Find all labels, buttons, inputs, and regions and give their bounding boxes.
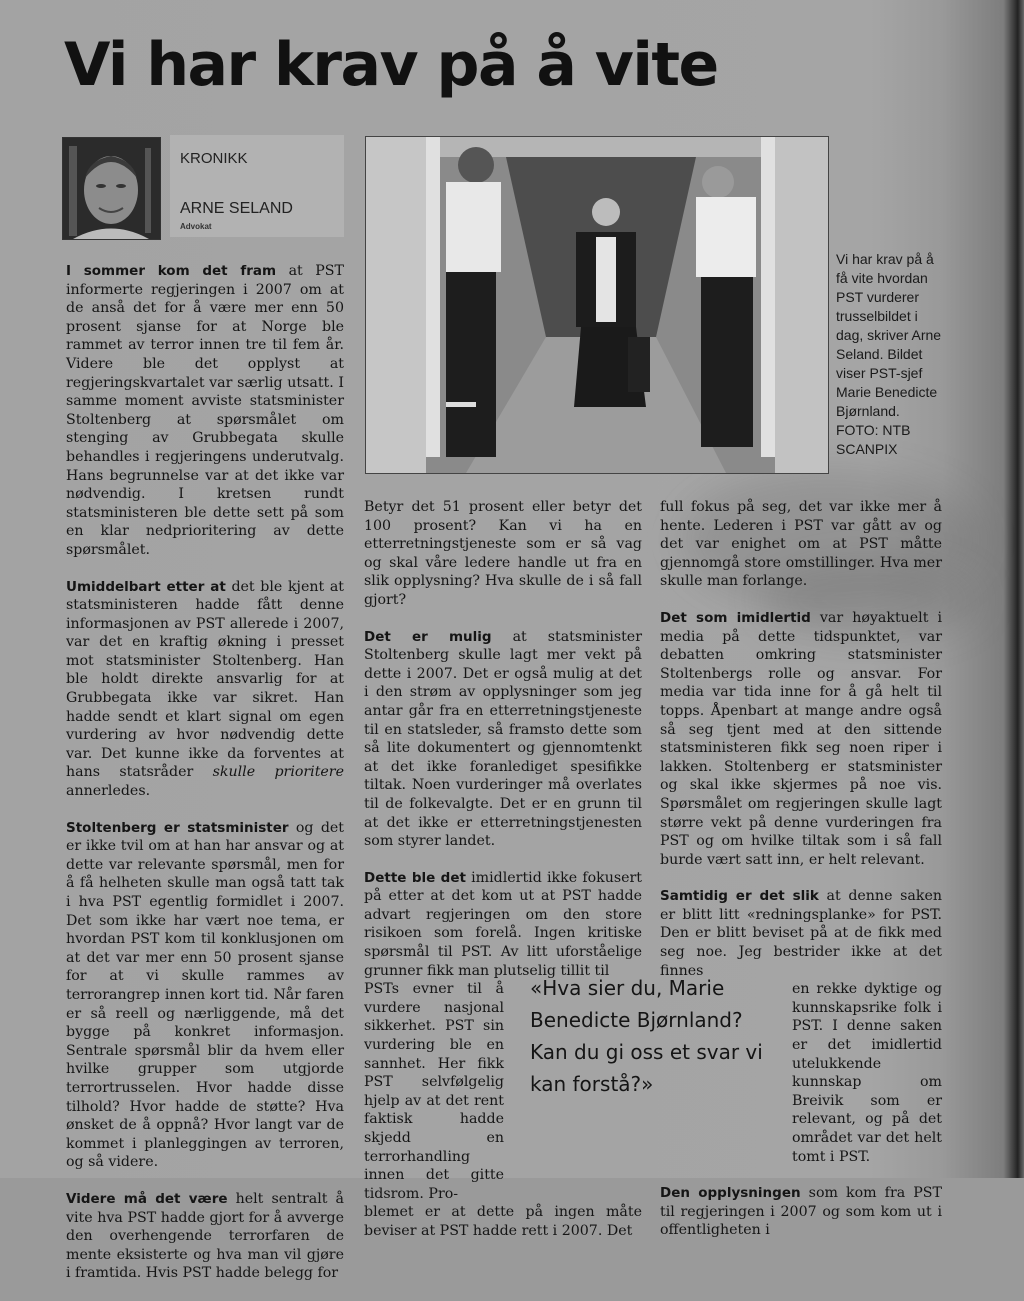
section-label: KRONIKK: [180, 150, 248, 167]
paragraph-text: og det er ikke tvil om at han har ansvar og at dette var relevante spørsmål, men for å få helheten skulle man også tatt tak i hva PST egentlig formidlet i 2007. Det som ikke har vært noe tema, er hvordan PST kom til konklusjonen om at det var mer enn 50 prosent sjanse for at vi skulle rammes av terrorangrep innen kort tid. Når faren er så reell og nærliggende, må det bygge på konkret informasjon. Sentrale spørsmål blir da hvem eller hvilke grupper som utgjorde terrortrusselen. Hvor hadde disse tilhold? Hvor hadde de støtte? Hva ønsket de å oppnå? Hvor langt var de kommet i planleggingen av terroren, og så videre.: [66, 819, 344, 1171]
paragraph-text: helt sentralt å vite hva PST hadde gjort for å avverge den overhengende terrorfaren de mente eksisterte og hva man vil gjøre i framtida. Hvis PST hadde belegg for: [66, 1190, 344, 1282]
paragraph: [66, 1190, 344, 1283]
author-name: ARNE SELAND: [180, 200, 293, 217]
paragraph: [660, 1184, 942, 1240]
paragraph-lead: I sommer kom det fram: [66, 263, 277, 279]
article-column-2: [364, 498, 642, 1259]
paragraph-lead: Videre må det være: [66, 1190, 228, 1207]
paragraph: [792, 980, 942, 1166]
paragraph-text: Betyr det 51 prosent eller betyr det 100 prosent? Kan vi ha en etterretningstjeneste som er så vag og skal våre ledere handle ut fra en slik opplysning? Hva skulle de i så fall gjort?: [364, 499, 642, 608]
paragraph-text: det ble kjent at statsministeren hadde fått denne informasjonen av PST allerede i 2007, var det en kraftig økning i presset mot statsminister Stoltenberg. Han ble holdt direkte ansvarlig for at Grubbegata ikke var sikret. Han hadde sendt et klart signal om egen vurdering av hvor nødvendig dette var. Det kunne ikke da forventes at hans statsråder: [66, 578, 345, 781]
paragraph-text: som kom fra PST til regjeringen i 2007 og som kom ut i offentligheten i: [660, 1185, 942, 1239]
author-title: Advokat: [180, 222, 212, 231]
paragraph-text: en rekke dyktige og kunnskapsrike folk i PST. I denne saken er det imidlertid utelukkende kunnskap om Breivik som er relevant, og på det området var det helt tomt i PST.: [792, 981, 942, 1165]
paragraph: [364, 628, 642, 851]
paragraph-text: at PST informerte regjeringen i 2007 om at de anså det for å være mer enn 50 prosent sjanse for at Norge ble rammet av terror innen tre til fem år. Videre ble det opplyst at regjeringskvartalet var særlig utsatt. I samme moment avviste statsminister Stoltenberg at spørsmålet om stenging av Grubbegata skulle behandles i regjeringens underutvalg. Hans begrunnelse var at det ikke var nødvendig. I kretsen rundt statsministeren ble dette sett på som en klar nedprioritering av dette spørsmålet.: [66, 263, 344, 558]
paragraph-lead: Den opplysningen: [660, 1185, 801, 1202]
paragraph-text: blemet er at dette på ingen måte beviser at PST hadde rett i 2007. Det: [364, 1204, 642, 1239]
paragraph-lead: Dette ble det: [364, 869, 466, 886]
paragraph: [66, 578, 344, 801]
paragraph-text: PSTs evner til å vurdere nasjonal sikkerhet. PST sin vurdering ble en sannhet. Her fikk PST selvfølgelig hjelp av at det rent faktisk hadde skjedd en terrorhandling innen det gitte tidsrom. Pro-: [364, 981, 504, 1202]
photo-caption: Vi har krav på å få vite hvordan PST vurderer trusselbildet i dag, skriver Arne Seland. Bildet viser PST-sjef Marie Benedicte Bjørnland. FOTO: NTB SCANPIX: [836, 251, 942, 457]
paragraph-lead: Samtidig er det slik: [660, 888, 819, 905]
paragraph: [364, 1203, 642, 1240]
paragraph: [364, 498, 642, 610]
paragraph-text: full fokus på seg, det var ikke mer å hente. Lederen i PST var gått av og det var enighet om at PST måtte gjennomgå store omstillinger. Hva mer skulle man forlange.: [660, 499, 942, 590]
author-photo: [62, 137, 161, 240]
paragraph-text: var høyaktuelt i media på dette tidspunktet, var debatten omkring statsminister Stoltenbergs rolle og ansvar. For media var tida inne for å gå helt til topps. Åpenbart at mange andre også så seg tjent med at den sittende statsministeren fikk seg noen riper i lakken. Stoltenberg er statsminister og skal ikke skjermes på noe vis. Spørsmålet om regjeringen skulle lagt større vekt på denne vurderingen fra PST og om hvilke tiltak som i så fall burde vært satt inn, er helt relevant.: [660, 609, 943, 868]
paragraph: [364, 869, 642, 981]
paragraph: [660, 609, 942, 869]
paragraph-lead: Stoltenberg er statsminister: [66, 819, 289, 836]
paragraph-lead: Umiddelbart etter at: [66, 578, 226, 595]
headline: Vi har krav på å vite: [64, 30, 718, 100]
paragraph: [66, 819, 344, 1172]
paragraph: [660, 887, 942, 980]
paragraph-lead: Det er mulig: [364, 628, 492, 645]
byline-box: [170, 135, 344, 237]
paragraph: [660, 498, 942, 591]
article-photo: [365, 136, 829, 474]
paragraph-text: annerledes.: [66, 783, 151, 800]
paragraph-lead: Det som imidlertid: [660, 609, 811, 626]
paragraph: [364, 980, 504, 1203]
article-column-3: [660, 498, 942, 1258]
paragraph-text: at denne saken er blitt litt «redningsplanke» for PST. Den er blitt beviset på at de fikk med seg noe. Jeg bestrider ikke at det finnes: [660, 888, 942, 979]
article-column-1: [66, 262, 344, 1301]
paragraph-italic: skulle prioritere: [212, 764, 344, 781]
paragraph: [66, 262, 344, 560]
paragraph-text: at statsminister Stoltenberg skulle lagt mer vekt på dette i 2007. Det er også mulig at det i den strøm av opplysninger som jeg antar går fra en etterretningstjeneste til en statsleder, så framsto dette som så lite dokumentert og gjennomtenkt at det ikke foranlediget spesifikke tiltak. Noen vurderinger må overlates til de folkevalgte. Det er en grunn til at det ikke er etterretningstjenesten som styrer landet.: [364, 628, 642, 850]
pull-quote: «Hva sier du, Marie Benedicte Bjørnland? Kan du gi oss et svar vi kan forstå?»: [530, 976, 763, 1096]
paragraph-text: imidlertid ikke fokusert på etter at det kom ut at PST hadde advart regjeringen om den store risikoen som forelå. Ingen kritiske spørsmål til PST. Av litt uforståelige grunner fikk man plutselig tillit til: [364, 869, 643, 979]
